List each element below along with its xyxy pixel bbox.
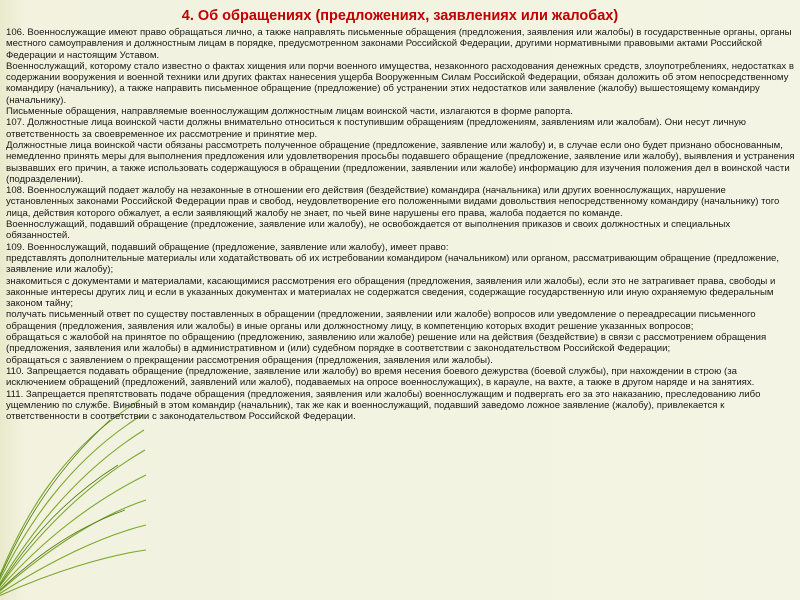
paragraph: Письменные обращения, направляемые военнослужащим должностным лицам воинской части, излагаются в форме рапорта. bbox=[6, 106, 573, 118]
paragraph: Должностные лица воинской части обязаны рассмотреть полученное обращение (предложение, заявление или жалобу) и, в случае если оно будет признано обоснованным, немедленно принять меры для выполнения предложения или удовлетворения просьбы подавшего обращение (предложение, заявление или жалобу), выявления и устранения вызвавших его причин, а также использовать содержащуюся в обращении (предложении, заявлении или жалобе) информацию для изучения положения дел в воинской части (подразделении). bbox=[6, 139, 795, 185]
paragraph: Военнослужащий, которому стало известно о фактах хищения или порчи военного имущества, незаконного расходования денежных средств, злоупотреблениях, недостатках в содержании вооружения и военной техники или других фактах нанесения ущерба Вооруженным Силам Российской Федерации, обязан доложить об этом непосредственному командиру (начальнику), а также направить письменное обращение (предложение) об устранении этих недостатков или заявление (жалобу) вышестоящему командиру (начальнику). bbox=[6, 60, 794, 106]
paragraph: знакомиться с документами и материалами, касающимися рассмотрения его обращения (предложения, заявления или жалобы), если это не затрагивает права, свободы и законные интересы других лиц и если в указанных документах и материалах не содержатся сведения, содержащие государственную или иную охраняемую федеральным законом тайну; bbox=[6, 275, 776, 310]
paragraph: 110. Запрещается подавать обращение (предложение, заявление или жалобу) во время несения боевого дежурства (боевой службы), при нахождении в строю (за исключением обращений (предложений, заявлений или жалоб), подаваемых на опросе военнослужащих), в карауле, на вахте, а также в другом наряде и на занятиях. bbox=[6, 365, 755, 389]
paragraph: 106. Военнослужащие имеют право обращаться лично, а также направлять письменные обращения (предложения, заявления или жалобы) в государственные органы, органы местного самоуправления и должностным лицам в порядке, предусмотренном законами Российской Федерации, другими нормативными правовыми актами Российской Федерации и настоящим Уставом. bbox=[6, 27, 792, 61]
paragraph: Военнослужащий, подавший обращение (предложение, заявление или жалобу), не освобождается от выполнения приказов и своих должностных и специальных обязанностей. bbox=[6, 219, 731, 242]
paragraph: 107. Должностные лица воинской части должны внимательно относиться к поступившим обращениям (предложениям, заявлениям или жалобам). Они несут личную ответственность за своевременное их рассмотрение и принятие мер. bbox=[6, 117, 746, 140]
paragraph: получать письменный ответ по существу поставленных в обращении (предложении, заявлении или жалобе) вопросов или уведомление о переадресации письменного обращения (предложения, заявления или жалобы) в иные органы или должностному лицу, в компетенцию которых входит решение указанных вопросов; bbox=[6, 309, 756, 332]
paragraph: обращаться с заявлением о прекращении рассмотрения обращения (предложения, заявления или жалобы). bbox=[6, 354, 493, 366]
slide-title: 4. Об обращениях (предложениях, заявлениях или жалобах) bbox=[181, 8, 619, 24]
paragraph: 111. Запрещается препятствовать подаче обращения (предложения, заявления или жалобы) военнослужащим и подвергать его за это наказанию, преследованию либо ущемлению по службе. Виновный в этом командир (начальник), так же как и военнослужащий, подавший заведомо ложное заявление (жалобу), привлекается к ответственности в соответствии с законодательством Российской Федерации. bbox=[6, 388, 761, 423]
paragraph: представлять дополнительные материалы или ходатайствовать об их истребовании командиром (начальником) или органом, рассматривающим обращение (предложение, заявление или жалобу); bbox=[6, 252, 780, 276]
paragraph: обращаться с жалобой на принятое по обращению (предложению, заявлению или жалобе) решение или на действия (бездействие) в связи с рассмотрением обращения (предложения, заявления или жалобы) в административном и (или) судебном порядке в соответствии с законодательством Российской Федерации; bbox=[6, 332, 767, 355]
paragraph: 109. Военнослужащий, подавший обращение (предложение, заявление или жалобу), имеет право: bbox=[6, 241, 449, 253]
document-body bbox=[6, 27, 796, 422]
paragraph: 108. Военнослужащий подает жалобу на незаконные в отношении его действия (бездействие) командира (начальника) или других военнослужащих, нарушение установленных законами Российской Федерации прав и свобод, неудовлетворение его положенными видами довольствия непосредственному командиру (начальнику) того лица, действия которого обжалует, а если заявляющий жалобу не знает, по чьей вине нарушены его права, жалоба подается по команде. bbox=[6, 185, 780, 219]
